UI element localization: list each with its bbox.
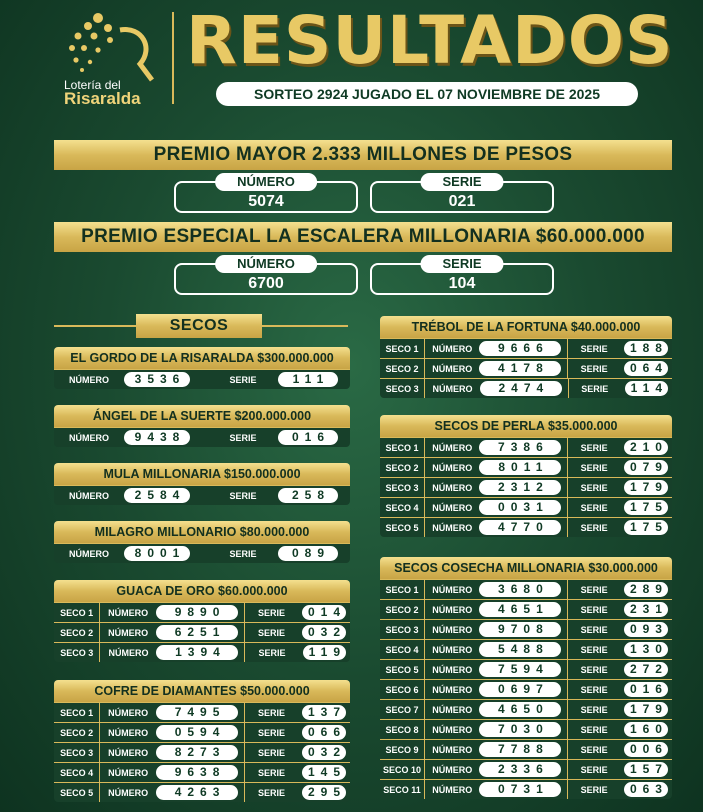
trebol-box [380, 316, 672, 398]
numero-value: 3680 [479, 582, 561, 597]
serie-cell [302, 785, 346, 800]
seco-label: SECO 6 [380, 680, 425, 699]
numero-label: NÚMERO [432, 784, 473, 795]
serie-cell [624, 682, 668, 697]
premio-mayor-title: PREMIO MAYOR 2.333 MILLONES DE PESOS [54, 140, 672, 170]
numero-cell [479, 460, 561, 475]
numero-value: 2584 [124, 488, 190, 503]
guaca-box [54, 580, 350, 662]
seco-row [380, 619, 672, 639]
numero-cell [479, 722, 561, 737]
seco-row [380, 457, 672, 477]
numero-label: NÚMERO [108, 627, 149, 638]
single-prize-box [54, 405, 350, 447]
seco-row [380, 599, 672, 619]
numero-label: NÚMERO [108, 767, 149, 778]
numero-cell [156, 745, 238, 760]
seco-label: SECO 4 [380, 498, 425, 517]
numero-cell [479, 762, 561, 777]
numero-label: NÚMERO [432, 684, 473, 695]
numero-cell [479, 702, 561, 717]
serie-label: SERIE [567, 640, 620, 659]
prize-title: TRÉBOL DE LA FORTUNA $40.000.000 [380, 316, 672, 338]
serie-cell [624, 662, 668, 677]
numero-value: 6251 [156, 625, 238, 640]
serie-label: SERIE [244, 643, 298, 662]
serie-cell [278, 372, 338, 387]
serie-value: 079 [624, 460, 668, 475]
numero-label: NÚMERO [108, 647, 149, 658]
serie-value: 130 [624, 642, 668, 657]
numero-cell [156, 605, 238, 620]
result-row [54, 369, 350, 389]
premio-mayor-serie [370, 174, 554, 213]
seco-row [380, 759, 672, 779]
numero-cell [479, 602, 561, 617]
numero-value: 7495 [156, 705, 238, 720]
prize-title: COFRE DE DIAMANTES $50.000.000 [54, 680, 350, 702]
seco-row [54, 642, 350, 662]
serie-label: SERIE [567, 740, 620, 759]
serie-cell [278, 488, 338, 503]
single-prize-box [54, 521, 350, 563]
serie-value: 289 [624, 582, 668, 597]
numero-label: NÚMERO [108, 727, 149, 738]
serie-label: SERIE [567, 680, 620, 699]
serie-value: 175 [624, 500, 668, 515]
perla-box [380, 415, 672, 537]
serie-label: SERIE [567, 458, 620, 477]
seco-label: SECO 2 [380, 458, 425, 477]
numero-value: 7788 [479, 742, 561, 757]
numero-label: NÚMERO [432, 363, 473, 374]
serie-value: 016 [278, 430, 338, 445]
serie-value: 104 [448, 275, 476, 292]
serie-value: 114 [625, 381, 668, 396]
seco-label: SECO 5 [54, 783, 100, 802]
numero-label: NÚMERO [108, 747, 149, 758]
serie-cell [624, 460, 668, 475]
seco-label: SECO 4 [380, 640, 425, 659]
premio-mayor-numero [174, 174, 358, 213]
serie-value: 063 [624, 782, 668, 797]
logo-top-text: Lotería del [64, 78, 121, 92]
seco-row [380, 739, 672, 759]
numero-label: NÚMERO [69, 374, 109, 385]
serie-label: SERIE [567, 359, 620, 378]
numero-cell [479, 341, 561, 356]
numero-label: NÚMERO [432, 343, 473, 354]
serie-value: 089 [278, 546, 338, 561]
secos-line-right [262, 325, 348, 327]
serie-cell [624, 602, 668, 617]
serie-value: 137 [302, 705, 346, 720]
serie-value: 258 [278, 488, 338, 503]
numero-value: 5488 [479, 642, 561, 657]
serie-value: 093 [624, 622, 668, 637]
serie-value: 179 [624, 702, 668, 717]
numero-cell [124, 546, 190, 561]
serie-cell [302, 745, 346, 760]
result-row [54, 427, 350, 447]
serie-label: SERIE [244, 623, 298, 642]
numero-cell [156, 625, 238, 640]
serie-value: 145 [302, 765, 346, 780]
serie-cell [624, 722, 668, 737]
serie-cell [303, 645, 346, 660]
numero-value: 2312 [479, 480, 561, 495]
serie-cell [302, 605, 346, 620]
serie-value: 210 [624, 440, 668, 455]
numero-cell [156, 725, 238, 740]
numero-value: 9638 [156, 765, 238, 780]
seco-label: SECO 5 [380, 660, 425, 679]
serie-value: 066 [302, 725, 346, 740]
serie-label: SERIE [567, 580, 620, 599]
serie-label: SERIE [567, 600, 620, 619]
serie-cell [624, 361, 668, 376]
numero-value: 2474 [480, 381, 562, 396]
serie-value: 032 [302, 625, 346, 640]
seco-label: SECO 3 [54, 643, 100, 662]
serie-label: SERIE [244, 703, 298, 722]
numero-value: 9666 [479, 341, 561, 356]
serie-label: SERIE [567, 438, 620, 457]
serie-value: 111 [278, 372, 338, 387]
numero-cell [156, 785, 238, 800]
numero-label: NÚMERO [432, 383, 473, 394]
serie-value: 295 [302, 785, 346, 800]
numero-value: 7030 [479, 722, 561, 737]
numero-cell [156, 705, 238, 720]
serie-value: 006 [624, 742, 668, 757]
serie-label: SERIE [244, 723, 298, 742]
seco-row [54, 782, 350, 802]
seco-label: SECO 3 [380, 379, 425, 398]
secos-line-left [54, 325, 136, 327]
serie-value: 179 [624, 480, 668, 495]
seco-label: SECO 1 [54, 703, 100, 722]
numero-label: NÚMERO [432, 604, 473, 615]
serie-value: 064 [624, 361, 668, 376]
serie-label: SERIE [567, 660, 620, 679]
seco-row [380, 437, 672, 457]
serie-value: 160 [624, 722, 668, 737]
seco-label: SECO 3 [54, 743, 100, 762]
serie-cell [624, 341, 668, 356]
result-row [54, 485, 350, 505]
numero-value: 8011 [479, 460, 561, 475]
single-prize-box [54, 463, 350, 505]
serie-label: SERIE [567, 780, 620, 799]
numero-value: 0594 [156, 725, 238, 740]
seco-row [380, 497, 672, 517]
numero-cell [479, 682, 561, 697]
numero-value: 0031 [479, 500, 561, 515]
serie-label: SERIE [567, 720, 620, 739]
numero-cell [156, 645, 238, 660]
numero-label: NÚMERO [432, 644, 473, 655]
logo-bottom-text: Risaralda [64, 89, 141, 108]
numero-label: NÚMERO [432, 724, 473, 735]
serie-value: 014 [302, 605, 346, 620]
seco-label: SECO 3 [380, 620, 425, 639]
prize-title: SECOS COSECHA MILLONARIA $30.000.000 [380, 557, 672, 579]
seco-row [380, 477, 672, 497]
seco-label: SECO 1 [380, 339, 425, 358]
seco-row [380, 779, 672, 799]
numero-cell [479, 742, 561, 757]
serie-cell [624, 440, 668, 455]
seco-label: SECO 11 [380, 780, 425, 799]
numero-value: 9438 [124, 430, 190, 445]
numero-value: 9890 [156, 605, 238, 620]
numero-label: NÚMERO [432, 584, 473, 595]
seco-row [380, 659, 672, 679]
serie-cell [278, 546, 338, 561]
numero-cell [479, 782, 561, 797]
serie-cell [624, 742, 668, 757]
numero-label: NÚMERO [432, 744, 473, 755]
premio-especial-title: PREMIO ESPECIAL LA ESCALERA MILLONARIA $60.000.000 [54, 222, 672, 252]
serie-cell [624, 702, 668, 717]
numero-value: 0731 [479, 782, 561, 797]
serie-value: 032 [302, 745, 346, 760]
seco-row [54, 702, 350, 722]
numero-value: 4650 [479, 702, 561, 717]
seco-row [54, 742, 350, 762]
serie-label: SERIE [244, 783, 298, 802]
numero-cell [480, 381, 562, 396]
seco-label: SECO 2 [54, 623, 100, 642]
cofre-box [54, 680, 350, 802]
numero-value: 8001 [124, 546, 190, 561]
seco-row [380, 639, 672, 659]
numero-value: 3536 [124, 372, 190, 387]
seco-label: SECO 2 [380, 600, 425, 619]
numero-label: NÚMERO [432, 624, 473, 635]
prize-title: MILAGRO MILLONARIO $80.000.000 [54, 521, 350, 543]
serie-label: SERIE [244, 603, 298, 622]
numero-cell [124, 488, 190, 503]
serie-label: SERIE [229, 491, 257, 501]
prize-title: SECOS DE PERLA $35.000.000 [380, 415, 672, 437]
serie-cell [624, 520, 668, 535]
sorteo-badge: SORTEO 2924 JUGADO EL 07 NOVIEMBRE DE 2025 [216, 82, 638, 106]
serie-label: SERIE [567, 339, 620, 358]
premio-especial-numero [174, 256, 358, 295]
numero-label: NÚMERO [432, 664, 473, 675]
numero-cell [479, 642, 561, 657]
premio-especial-serie [370, 256, 554, 295]
numero-value: 9708 [479, 622, 561, 637]
seco-row [54, 602, 350, 622]
serie-value: 016 [624, 682, 668, 697]
serie-cell [624, 582, 668, 597]
serie-value: 272 [624, 662, 668, 677]
seco-label: SECO 1 [380, 580, 425, 599]
serie-value: 021 [448, 193, 476, 210]
numero-label: NÚMERO [69, 490, 109, 501]
numero-cell [124, 372, 190, 387]
numero-label: NÚMERO [432, 462, 473, 473]
serie-cell [302, 705, 346, 720]
serie-label: SERIE [567, 498, 620, 517]
numero-cell [479, 440, 561, 455]
prize-title: MULA MILLONARIA $150.000.000 [54, 463, 350, 485]
serie-cell [624, 642, 668, 657]
numero-value: 2336 [479, 762, 561, 777]
seco-label: SECO 1 [380, 438, 425, 457]
serie-value: 157 [624, 762, 668, 777]
numero-label: NÚMERO [108, 787, 149, 798]
numero-label: NÚMERO [215, 173, 317, 191]
numero-label: NÚMERO [432, 764, 473, 775]
serie-cell [302, 625, 346, 640]
numero-label: NÚMERO [69, 548, 109, 559]
numero-cell [479, 662, 561, 677]
seco-label: SECO 2 [54, 723, 100, 742]
single-prize-box [54, 347, 350, 389]
serie-value: 119 [303, 645, 346, 660]
serie-value: 231 [624, 602, 668, 617]
serie-label: SERIE [244, 743, 298, 762]
numero-cell [124, 430, 190, 445]
numero-cell [479, 520, 561, 535]
numero-cell [479, 622, 561, 637]
serie-label: SERIE [567, 700, 620, 719]
result-row [54, 543, 350, 563]
seco-label: SECO 5 [380, 518, 425, 537]
serie-label: SERIE [420, 255, 503, 273]
numero-value: 4178 [479, 361, 561, 376]
serie-label: SERIE [229, 433, 257, 443]
numero-value: 4263 [156, 785, 238, 800]
serie-cell [278, 430, 338, 445]
secos-label: SECOS [136, 314, 262, 338]
serie-label: SERIE [229, 375, 257, 385]
numero-label: NÚMERO [432, 502, 473, 513]
numero-value: 4651 [479, 602, 561, 617]
numero-value: 7594 [479, 662, 561, 677]
numero-label: NÚMERO [108, 607, 149, 618]
seco-row [380, 679, 672, 699]
logo-text [64, 78, 141, 106]
seco-row [54, 762, 350, 782]
serie-cell [624, 782, 668, 797]
seco-label: SECO 7 [380, 700, 425, 719]
seco-row [380, 358, 672, 378]
page-title: RESULTADOS [186, 2, 674, 79]
seco-row [380, 378, 672, 398]
seco-label: SECO 2 [380, 359, 425, 378]
serie-cell [302, 765, 346, 780]
prize-title: GUACA DE ORO $60.000.000 [54, 580, 350, 602]
numero-label: NÚMERO [69, 432, 109, 443]
numero-value: 5074 [248, 193, 284, 210]
seco-label: SECO 1 [54, 603, 100, 622]
serie-label: SERIE [567, 620, 620, 639]
serie-cell [624, 762, 668, 777]
serie-label: SERIE [229, 549, 257, 559]
serie-label: SERIE [420, 173, 503, 191]
numero-cell [479, 500, 561, 515]
numero-value: 1394 [156, 645, 238, 660]
numero-cell [479, 480, 561, 495]
serie-cell [302, 725, 346, 740]
seco-row [380, 699, 672, 719]
numero-label: NÚMERO [215, 255, 317, 273]
serie-label: SERIE [567, 518, 620, 537]
seco-row [380, 719, 672, 739]
seco-row [380, 517, 672, 537]
numero-value: 4770 [479, 520, 561, 535]
seco-row [380, 579, 672, 599]
serie-cell [624, 480, 668, 495]
serie-label: SERIE [567, 478, 620, 497]
serie-label: SERIE [568, 379, 621, 398]
seco-row [54, 622, 350, 642]
numero-cell [479, 361, 561, 376]
seco-row [380, 338, 672, 358]
seco-label: SECO 10 [380, 760, 425, 779]
seco-label: SECO 4 [54, 763, 100, 782]
numero-value: 0697 [479, 682, 561, 697]
numero-label: NÚMERO [432, 522, 473, 533]
prize-title: EL GORDO DE LA RISARALDA $300.000.000 [54, 347, 350, 369]
numero-value: 6700 [248, 275, 284, 292]
numero-label: NÚMERO [108, 707, 149, 718]
seco-label: SECO 3 [380, 478, 425, 497]
numero-cell [479, 582, 561, 597]
serie-cell [624, 500, 668, 515]
serie-value: 175 [624, 520, 668, 535]
serie-label: SERIE [567, 760, 620, 779]
cosecha-box [380, 557, 672, 799]
numero-label: NÚMERO [432, 482, 473, 493]
serie-value: 188 [624, 341, 668, 356]
seco-label: SECO 8 [380, 720, 425, 739]
numero-value: 7386 [479, 440, 561, 455]
serie-cell [624, 622, 668, 637]
numero-label: NÚMERO [432, 704, 473, 715]
serie-cell [625, 381, 668, 396]
numero-value: 8273 [156, 745, 238, 760]
header-divider [172, 12, 174, 104]
seco-row [54, 722, 350, 742]
numero-cell [156, 765, 238, 780]
numero-label: NÚMERO [432, 442, 473, 453]
prize-title: ÁNGEL DE LA SUERTE $200.000.000 [54, 405, 350, 427]
serie-label: SERIE [244, 763, 298, 782]
seco-label: SECO 9 [380, 740, 425, 759]
